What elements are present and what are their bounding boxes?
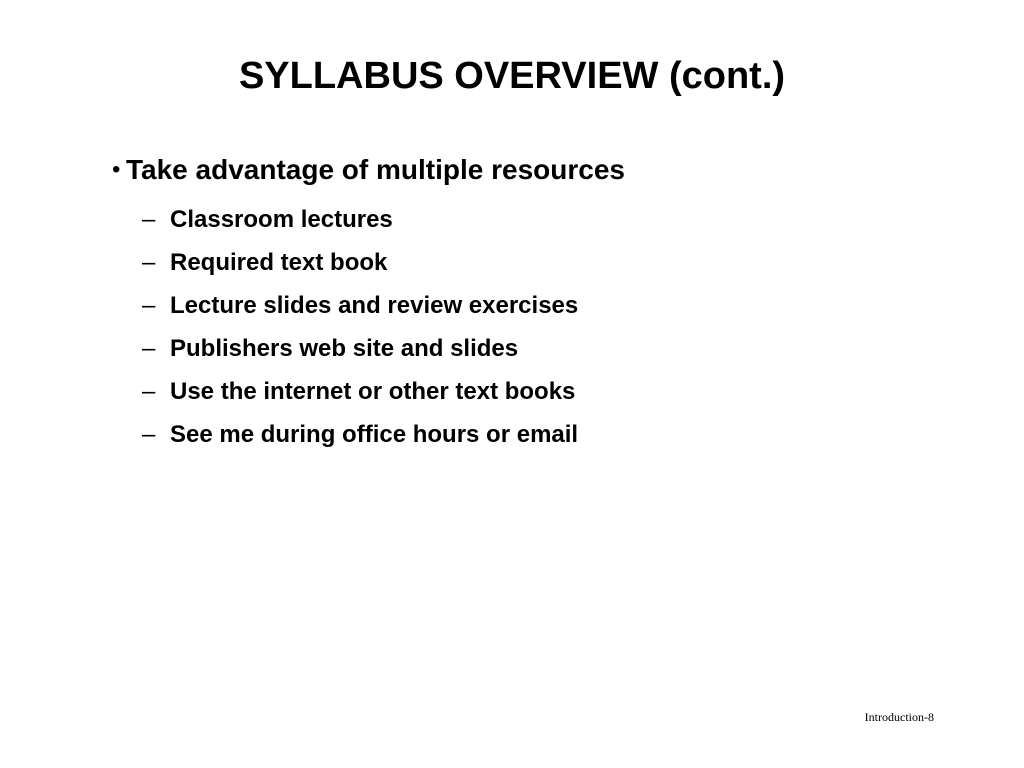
sub-bullet-item <box>142 413 578 456</box>
sub-bullet-text: Required text book <box>170 248 388 276</box>
sub-bullet-list <box>142 198 578 456</box>
sub-bullet-text: Classroom lectures <box>170 205 393 233</box>
dash-icon: – <box>142 420 156 448</box>
sub-bullet-item <box>142 198 578 241</box>
main-bullet-text: Take advantage of multiple resources <box>126 154 625 185</box>
main-bullet <box>112 152 625 188</box>
slide-footer: Introduction-8 <box>864 710 934 724</box>
bullet-icon: • <box>112 156 121 183</box>
dash-icon: – <box>142 248 156 276</box>
sub-bullet-item <box>142 370 578 413</box>
sub-bullet-text: Publishers web site and slides <box>170 334 519 362</box>
slide-title: SYLLABUS OVERVIEW (cont.) <box>238 55 786 97</box>
dash-icon: – <box>142 334 156 362</box>
sub-bullet-item <box>142 327 578 370</box>
sub-bullet-item <box>142 241 578 284</box>
sub-bullet-text: Use the internet or other text books <box>170 377 576 405</box>
sub-bullet-text: See me during office hours or email <box>170 420 579 448</box>
dash-icon: – <box>142 291 156 319</box>
sub-bullet-item <box>142 284 578 327</box>
dash-icon: – <box>142 377 156 405</box>
dash-icon: – <box>142 205 156 233</box>
sub-bullet-text: Lecture slides and review exercises <box>170 291 579 319</box>
